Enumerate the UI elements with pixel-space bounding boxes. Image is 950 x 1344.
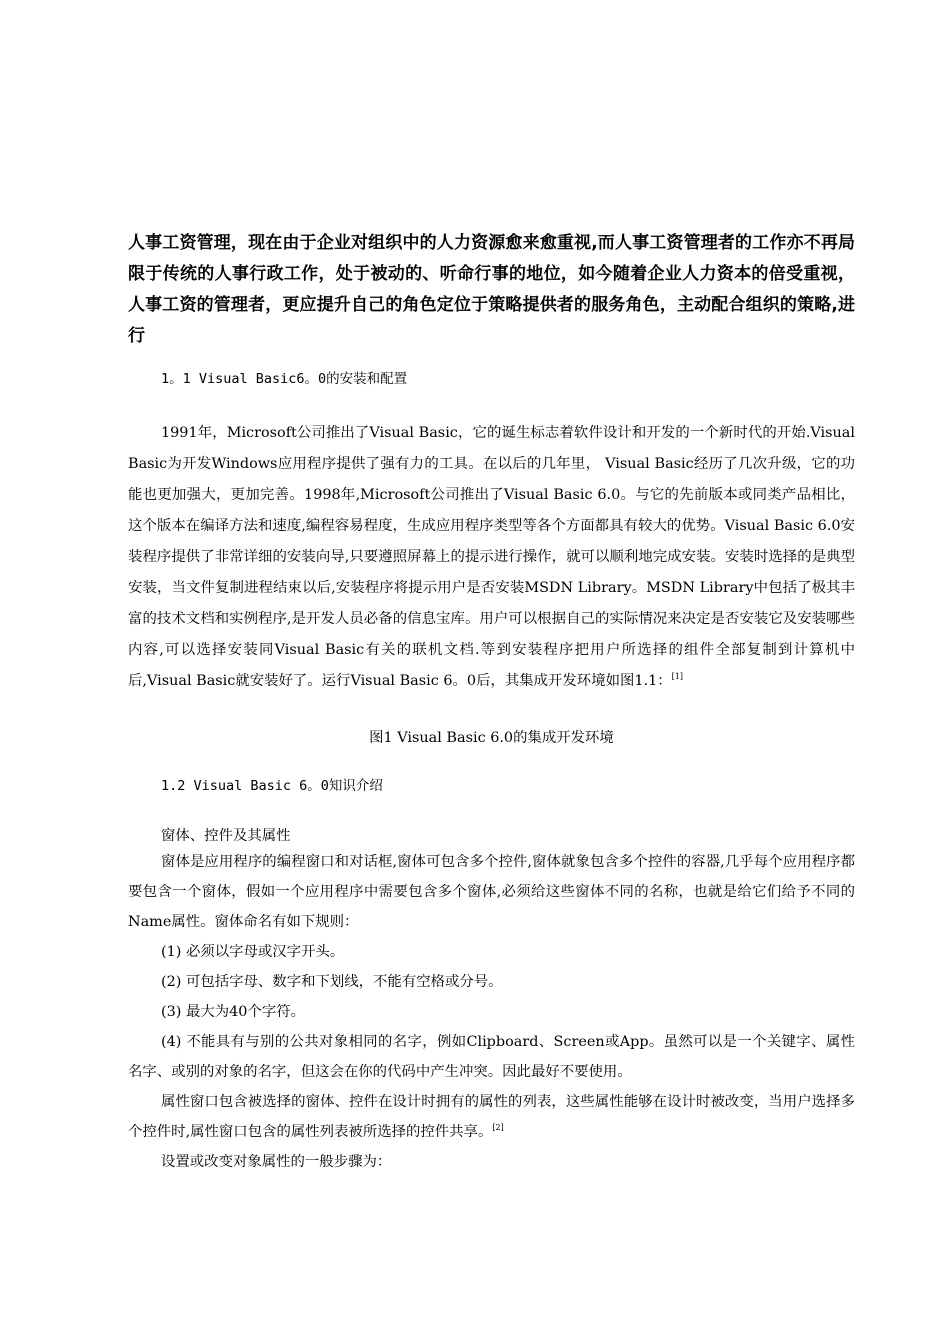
page-content (128, 228, 855, 1177)
section-1-paragraph (128, 418, 855, 697)
section-2-heading: 1.2 Visual Basic 6。0知识介绍 (161, 778, 383, 794)
citation-1: [1] (671, 672, 683, 681)
rule-item-2: (2) 可包括字母、数字和下划线，不能有空格或分号。 (161, 974, 503, 990)
citation-2: [2] (492, 1123, 504, 1132)
section-2-paragraph-1: 窗体是应用程序的编程窗口和对话框,窗体可包含多个控件,窗体就象包含多个控件的容器,几乎每个应用程序都要包含一个窗体，假如一个应用程序中需要包含多个窗体,必须给这些窗体不同的名称，也就是给它们给予不同的Name属性。窗体命名有如下规则： (128, 854, 855, 930)
subsection-heading: 窗体、控件及其属性 (161, 828, 291, 844)
rule-item-4: (4) 不能具有与别的公共对象相同的名字，例如Clipboard、Screen或App。虽然可以是一个关键字、属性名字、或别的对象的名字，但这会在你的代码中产生冲突。因此最好不要使用。 (128, 1034, 855, 1080)
figure-caption: 图1 Visual Basic 6.0的集成开发环境 (369, 730, 614, 746)
section-2-paragraph-2-text: 属性窗口包含被选择的窗体、控件在设计时拥有的属性的列表，这些属性能够在设计时被改变，当用户选择多个控件时,属性窗口包含的属性列表被所选择的控件共享。 (128, 1094, 855, 1140)
rule-item-3: (3) 最大为40个字符。 (161, 1004, 306, 1020)
intro-paragraph: 人事工资管理，现在由于企业对组织中的人力资源愈来愈重视,而人事工资管理者的工作亦不再局限于传统的人事行政工作，处于被动的、听命行事的地位，如今随着企业人力资本的倍受重视，人事工资的管理者，更应提升自己的角色定位于策略提供者的服务角色，主动配合组织的策略,进行 (128, 233, 855, 346)
section-2-paragraph-3: 设置或改变对象属性的一般步骤为： (161, 1154, 392, 1170)
section-2-paragraph-2 (128, 1087, 855, 1147)
rule-item-1: (1) 必须以字母或汉字开头。 (161, 944, 345, 960)
section-1-paragraph-text: 1991年，Microsoft公司推出了Visual Basic，它的诞生标志着软件设计和开发的一个新时代的开始.Visual Basic为开发Windows应用程序提供了强有力的工具。在以后的几年里， Visual Basic经历了几次升级，它的功能也更加强大，更加完善。1998年,Microsoft公司推出了Visual Basic 6.0。与它的先前版本或同类产品相比，这个版本在编译方法和速度,编程容易程度，生成应用程序类型等各个方面都具有较大的优势。Visual Basic 6.0安装程序提供了非常详细的安装向导,只要遵照屏幕上的提示进行操作，就可以顺利地完成安装。安装时选择的是典型安装，当文件复制进程结束以后,安装程序将提示用户是否安装MSDN Library。MSDN Library中包括了极其丰富的技术文档和实例程序,是开发人员必备的信息宝库。用户可以根据自己的实际情况来决定是否安装它及安装哪些内容,可以选择安装同Visual Basic有关的联机文档.等到安装程序把用户所选择的组件全部复制到计算机中后,Visual Basic就安装好了。运行Visual Basic 6。0后，其集成开发环境如图1.1： (128, 425, 855, 689)
section-1-heading: 1。1 Visual Basic6。0的安装和配置 (161, 371, 408, 387)
